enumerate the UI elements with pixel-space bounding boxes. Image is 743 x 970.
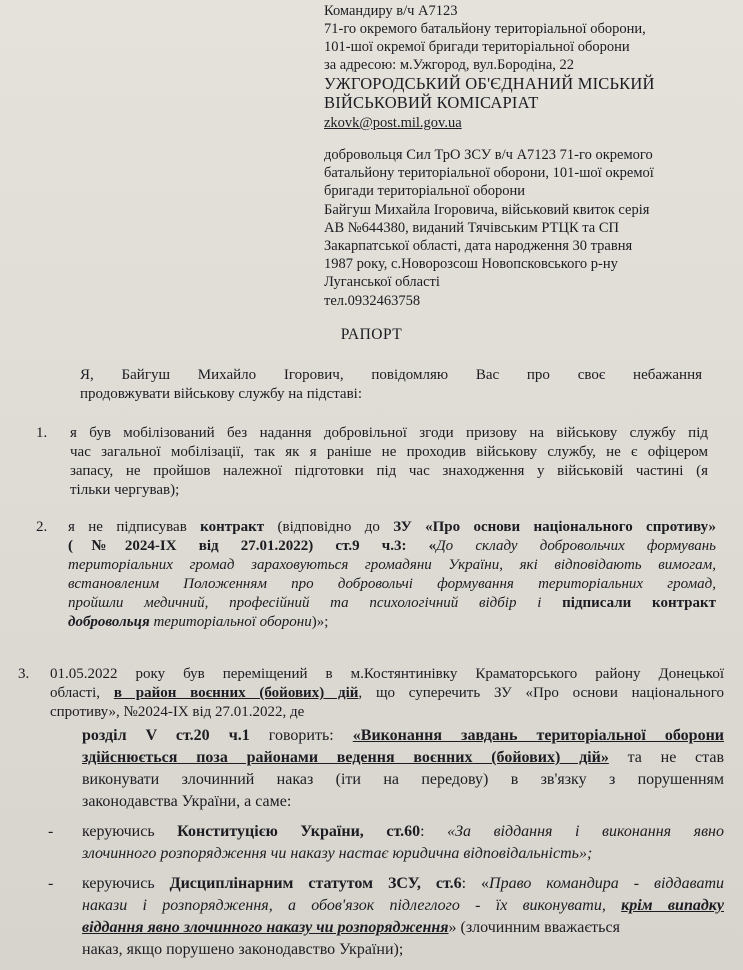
list-item-2 xyxy=(36,518,717,632)
item-line: тільки чергував); xyxy=(70,482,180,498)
item-line: час загальної мобілізації, так як я раніше не проходив військову службу, не є офіцером xyxy=(70,444,708,460)
sender-line: добровольця Сил ТрО ЗСУ в/ч А7123 71-го окремого xyxy=(324,147,653,163)
item-line: спротиву», №2024-IX від 27.01.2022, де xyxy=(50,704,305,720)
item-line: здійснюється поза районами ведення воєнних (бойових) дій» та не став xyxy=(82,749,724,766)
sender-line: Закарпатської області, дата народження 30 травня xyxy=(324,238,633,255)
dash-bullet: - xyxy=(48,875,54,892)
item-line: керуючись Дисциплінарним статутом ЗСУ, ст.6: «Право командира - віддавати xyxy=(82,875,724,892)
sender-line: бригади територіальної оборони xyxy=(324,183,525,200)
item-line: 01.05.2022 року був переміщений в м.Костянтинівку Краматорського району Донецької xyxy=(50,666,724,682)
commissariat-line: УЖГОРОДСЬКИЙ ОБ'ЄДНАНИЙ МІСЬКИЙ xyxy=(324,74,655,93)
sender-line: АВ №644380, виданий Тячівським РТЦК та СП xyxy=(324,219,619,236)
item-number: 3. xyxy=(18,666,30,682)
item-line: наказ, якщо порушено законодавство України); xyxy=(82,941,404,958)
addressee-line: 71-го окремого батальйону територіальної оборони, xyxy=(324,21,646,37)
item-line: виконувати злочинний наказ (іти на передову) в зв'язку з порушенням xyxy=(82,771,724,788)
item-number: 1. xyxy=(36,425,48,441)
law-citation-block xyxy=(48,725,725,961)
sender-line: Байгуш Михайла Ігоровича, військовий квиток серія xyxy=(324,201,650,218)
item-line: законодавства України, а саме: xyxy=(82,793,292,810)
sender-line: батальйону територіальної оборони, 101-шої окремої xyxy=(324,165,654,182)
item-line: накази і розпорядження, а обов'язок підлеглого - їх виконувати, крім випадку xyxy=(82,897,725,914)
item-line: я не підписував контракт (відповідно до ЗУ «Про основи національного спротиву» xyxy=(68,519,716,535)
commissariat-line: ВІЙСЬКОВИЙ КОМІСАРІАТ xyxy=(324,93,539,112)
item-line: керуючись Конституцією України, ст.60: «За віддання і виконання явно xyxy=(82,823,724,840)
item-line: запасу, не пройшов належної підготовки під час знаходження у військовій частині (я xyxy=(70,463,708,479)
item-line: (№2024-IX від 27.01.2022) ст.9 ч.3: «До складу добровольчих формувань xyxy=(68,538,717,554)
addressee-line: 101-шої окремої бригади територіальної оборони xyxy=(324,39,630,55)
addressee-line: за адресою: м.Ужгород, вул.Бородіна, 22 xyxy=(324,57,575,73)
item-line: розділ V ст.20 ч.1 говорить: «Виконання завдань територіальної оборони xyxy=(82,727,725,744)
list-item-3 xyxy=(18,665,725,958)
sender-phone: тел.0932463758 xyxy=(324,292,421,309)
item-line: віддання явно злочинного наказу чи розпорядження» (злочинним вважається xyxy=(82,919,620,936)
item-line: пройшли медичний, професійний та психологічний відбір і підписали контракт xyxy=(68,595,716,611)
email-link[interactable]: zkovk@post.mil.gov.ua xyxy=(324,115,462,131)
intro-paragraph xyxy=(80,366,702,404)
sender-line: 1987 року, с.Новорозсош Новопсковського р-ну xyxy=(324,256,618,273)
bullet-item-constitution xyxy=(48,821,724,865)
intro-line: продовжувати військову службу на підставі: xyxy=(80,386,363,402)
list-item-1 xyxy=(36,424,708,500)
addressee-block xyxy=(324,2,724,132)
item-line: області, в район воєнних (бойових) дій, що суперечить ЗУ «Про основи національного xyxy=(50,685,724,701)
intro-line: Я, Байгуш Михайло Ігорович, повідомляю Вас про своє небажання xyxy=(80,367,702,383)
bullet-item-statute xyxy=(48,873,725,961)
item-line: встановленим Положенням про добровольчі формування територіальних громад, xyxy=(68,576,716,592)
item-line: добровольця територіальної оборони)»; xyxy=(68,614,329,630)
sender-block xyxy=(324,146,714,310)
page-title: РАПОРТ xyxy=(340,326,403,343)
item-number: 2. xyxy=(36,519,48,535)
item-line: я був мобілізований без надання добровільної згоди призову на військову службу під xyxy=(70,425,708,441)
sender-line: Луганської області xyxy=(324,274,440,291)
dash-bullet: - xyxy=(48,823,54,840)
addressee-line: Командиру в/ч А7123 xyxy=(324,3,458,19)
item-line: злочинного розпорядження чи наказу настає юридична відповідальність»; xyxy=(82,845,593,862)
item-line: територіальних громад зараховуються громадяни України, які відповідають вимогам, xyxy=(68,557,716,573)
